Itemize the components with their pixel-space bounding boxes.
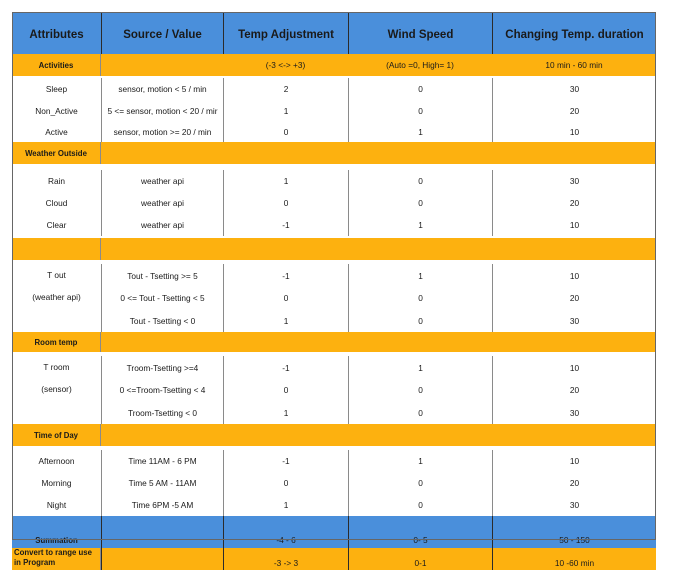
row-wind: 1 — [348, 450, 492, 472]
row-temp: -1 — [223, 450, 348, 472]
row-source: weather api — [101, 192, 223, 214]
tout-group — [12, 264, 656, 332]
convert-duration: 10 -60 min — [492, 548, 656, 570]
row-wind: 0 — [418, 407, 423, 418]
table-row — [12, 78, 656, 100]
row-wind: 0 — [348, 192, 492, 214]
row-duration: 10 — [569, 362, 580, 373]
activities-label: Activities — [12, 54, 101, 76]
table-row — [12, 450, 656, 472]
table-row — [12, 100, 656, 122]
row-temp: 0 — [223, 472, 348, 494]
duration-range-note: 10 min - 60 min — [545, 60, 603, 70]
row-attribute: Clear — [46, 220, 67, 230]
row-source: weather api — [101, 214, 223, 236]
table-row — [12, 472, 656, 494]
tout-attribute — [12, 264, 101, 332]
row-duration: 20 — [569, 293, 580, 303]
row-source: 0 <= Tout - Tsetting < 5 — [120, 293, 205, 303]
convert-label: Convert to range use in Program — [12, 548, 101, 570]
row-temp: 0 — [283, 293, 289, 303]
weather-band — [12, 142, 656, 164]
header-wind-speed: Wind Speed — [348, 12, 492, 54]
header-row — [12, 12, 656, 54]
row-duration: 30 — [492, 78, 656, 100]
row-wind: 1 — [418, 362, 423, 373]
row-temp: -1 — [282, 362, 290, 373]
attribute-table — [12, 12, 656, 570]
troom-label: T room — [43, 362, 70, 372]
troom-sources — [101, 356, 223, 424]
row-attribute: Sleep — [45, 84, 68, 94]
wind-range-note: (Auto =0, High= 1) — [386, 60, 454, 70]
row-wind: 0 — [348, 494, 492, 516]
summation-label: Summation — [35, 536, 78, 545]
time-of-day-band — [12, 424, 656, 446]
row-wind: 1 — [348, 122, 492, 142]
row-temp: 2 — [223, 78, 348, 100]
row-wind: 0 — [348, 170, 492, 192]
row-temp: -1 — [223, 214, 348, 236]
temp-range-note: (-3 <-> +3) — [265, 60, 306, 70]
row-duration: 30 — [492, 170, 656, 192]
activities-band — [12, 54, 656, 76]
room-temp-band — [12, 332, 656, 352]
row-duration: 20 — [492, 100, 656, 122]
tout-sublabel: (weather api) — [32, 292, 81, 302]
summation-duration: 50 - 150 — [492, 516, 656, 548]
row-temp: 0 — [223, 192, 348, 214]
table-row — [12, 214, 656, 236]
row-source: Troom-Tsetting < 0 — [127, 407, 198, 418]
table-row — [12, 170, 656, 192]
row-source: Time 11AM - 6 PM — [101, 450, 223, 472]
summation-row — [12, 516, 656, 548]
tout-temps — [223, 264, 348, 332]
row-source: Troom-Tsetting >=4 — [126, 362, 199, 373]
header-changing-temp-duration: Changing Temp. duration — [492, 12, 656, 54]
row-attribute: Night — [46, 500, 67, 510]
header-source-value: Source / Value — [101, 12, 223, 54]
tout-durations — [492, 264, 656, 332]
row-wind: 0 — [418, 385, 423, 395]
weather-outside-label: Weather Outside — [12, 142, 101, 164]
row-duration: 30 — [569, 407, 580, 418]
convert-row — [12, 548, 656, 570]
row-wind: 1 — [348, 214, 492, 236]
row-attribute: Active — [45, 127, 68, 137]
summation-wind: 0- 5 — [348, 516, 492, 548]
row-wind: 1 — [418, 270, 423, 281]
time-of-day-label: Time of Day — [12, 424, 101, 446]
row-attribute: Non_Active — [35, 106, 78, 116]
row-wind: 0 — [348, 472, 492, 494]
row-source: sensor, motion < 5 / min — [101, 78, 223, 100]
row-attribute: Rain — [47, 176, 66, 186]
table-row — [12, 122, 656, 142]
row-temp: 1 — [223, 170, 348, 192]
row-temp: 1 — [283, 407, 289, 418]
row-duration: 30 — [492, 494, 656, 516]
troom-winds — [348, 356, 492, 424]
row-source: sensor, motion >= 20 / min — [101, 122, 223, 142]
row-attribute: Morning — [41, 478, 72, 488]
troom-attribute — [12, 356, 101, 424]
row-attribute: Cloud — [45, 198, 68, 208]
blank-band — [12, 238, 656, 260]
troom-temps — [223, 356, 348, 424]
row-source: 0 <=Troom-Tsetting < 4 — [119, 385, 206, 395]
row-duration: 10 — [492, 122, 656, 142]
row-duration: 20 — [492, 472, 656, 494]
row-source: Time 5 AM - 11AM — [101, 472, 223, 494]
troom-group — [12, 356, 656, 424]
row-duration: 20 — [569, 385, 580, 395]
row-temp: 1 — [283, 315, 289, 326]
row-attribute: Afternoon — [38, 456, 75, 466]
tout-winds — [348, 264, 492, 332]
row-wind: 0 — [418, 315, 423, 326]
row-temp: 0 — [283, 385, 289, 395]
header-temp-adjustment: Temp Adjustment — [223, 12, 348, 54]
row-source: Tout - Tsetting < 0 — [129, 315, 196, 326]
row-wind: 0 — [348, 100, 492, 122]
row-duration: 10 — [492, 214, 656, 236]
troom-durations — [492, 356, 656, 424]
summation-temp: -4 - 6 — [223, 516, 348, 548]
row-wind: 0 — [348, 78, 492, 100]
row-temp: 1 — [223, 494, 348, 516]
row-duration: 10 — [569, 270, 580, 281]
row-source: weather api — [101, 170, 223, 192]
row-temp: 0 — [223, 122, 348, 142]
row-duration: 20 — [492, 192, 656, 214]
row-source: Time 6PM -5 AM — [101, 494, 223, 516]
troom-sublabel: (sensor) — [41, 384, 72, 394]
table-row — [12, 494, 656, 516]
room-temp-label: Room temp — [12, 332, 101, 352]
convert-wind: 0-1 — [348, 548, 492, 570]
row-temp: 1 — [223, 100, 348, 122]
row-source: Tout - Tsetting >= 5 — [127, 270, 198, 281]
convert-temp: -3 -> 3 — [223, 548, 348, 570]
table-row — [12, 192, 656, 214]
tout-sources — [101, 264, 223, 332]
row-source: 5 <= sensor, motion < 20 / mir — [101, 100, 223, 122]
row-duration: 30 — [569, 315, 580, 326]
row-duration: 10 — [492, 450, 656, 472]
row-wind: 0 — [418, 293, 423, 303]
tout-label: T out — [47, 270, 66, 280]
row-temp: -1 — [282, 270, 290, 281]
header-attributes: Attributes — [29, 29, 84, 41]
